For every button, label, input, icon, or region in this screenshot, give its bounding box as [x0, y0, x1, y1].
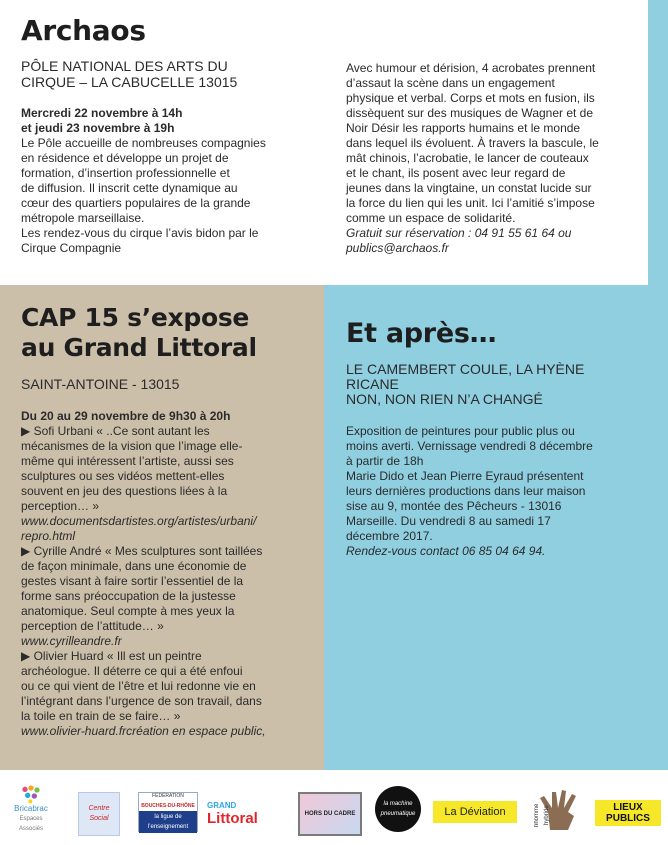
- logo-machine-label: la machine pneumatique: [380, 801, 416, 817]
- logo-ligue-enseignement: [138, 792, 198, 832]
- logo-la-deviation: [433, 801, 517, 823]
- cap15-text: de façon minimale, dans une économie de: [21, 559, 247, 573]
- logo-ligue-line1: FÉDÉRATION: [152, 793, 184, 799]
- archaos-right-text: la force du lien qui les unit. Ici l’amitié s’impose: [346, 196, 595, 210]
- archaos-subtitle-line2: CIRQUE – LA CABUCELLE 13015: [21, 74, 238, 90]
- logo-bricabrac: [8, 784, 54, 834]
- logo-ligue-line3: la ligue de l’enseignement: [139, 811, 197, 833]
- archaos-date-line2: et jeudi 23 novembre à 19h: [21, 121, 175, 135]
- cap15-text: mécanismes de la vision que l’image elle-: [21, 439, 243, 453]
- archaos-right-text: comme un espace de solidarité.: [346, 211, 516, 225]
- after-text: moins averti. Vernissage vendredi 8 décembre: [346, 439, 593, 453]
- archaos-right-text: mât chinois, l’acrobatie, le lancer de couteaux: [346, 151, 589, 165]
- logo-machine-pneumatique: [375, 786, 421, 832]
- logo-centre-social-label: Centre Social: [88, 805, 110, 822]
- archaos-reservation-line1: Gratuit sur réservation : 04 91 55 61 64 ou: [346, 226, 572, 240]
- archaos-left-text: métropole marseillaise.: [21, 211, 145, 225]
- archaos-right-text: dissèquent sur des musiques de Wagner et de: [346, 106, 594, 120]
- logo-homme-hybride: [530, 786, 588, 834]
- after-title: Et après…: [346, 318, 497, 349]
- archaos-left-text: Cirque Compagnie: [21, 241, 122, 255]
- archaos-reservation-email[interactable]: publics@archaos.fr: [346, 241, 449, 255]
- cap15-link-andre[interactable]: www.cyrilleandre.fr: [21, 634, 122, 648]
- top-right-color-strip: [648, 0, 668, 285]
- after-text: leurs dernières productions dans leur maison: [346, 484, 586, 498]
- archaos-subtitle-line1: PÔLE NATIONAL DES ARTS DU: [21, 58, 228, 74]
- archaos-right-text: et le chant, ils posent avec leur regard de: [346, 166, 566, 180]
- cap15-title: [21, 303, 321, 363]
- after-text: sise au 9, montée des Pêcheurs - 13016: [346, 499, 562, 513]
- after-body: [346, 424, 646, 559]
- logo-lieux-publics-line2: PUBLICS: [606, 813, 650, 824]
- archaos-left-text: en résidence et développe un projet de: [21, 151, 229, 165]
- cap15-link-urbani[interactable]: www.documentsdartistes.org/artistes/urbani/: [21, 514, 257, 528]
- after-text: décembre 2017.: [346, 529, 433, 543]
- archaos-left-text: formation, d’insertion professionnelle et: [21, 166, 230, 180]
- logo-centre-social: [78, 792, 120, 836]
- archaos-right-text: Noir Désir les rapports humains et le monde: [346, 121, 581, 135]
- archaos-left-text: Les rendez-vous du cirque l’avis bidon par le: [21, 226, 259, 240]
- cap15-text: perception… »: [21, 499, 100, 513]
- logo-ligue-line2: BOUCHES-DU-RHÔNE: [141, 803, 195, 809]
- cap15-body: [21, 409, 321, 739]
- cap15-text: ▶ Cyrille André « Mes sculptures sont taillées: [21, 544, 263, 558]
- after-text: Marseille. Du vendredi 8 au samedi 17: [346, 514, 551, 528]
- after-contact: Rendez-vous contact 06 85 04 64 94.: [346, 544, 546, 558]
- cap15-text: anatomique. Seul compte à mes yeux la: [21, 604, 235, 618]
- logo-lieux-publics-line1: LIEUX: [613, 802, 643, 813]
- after-text: Exposition de peintures pour public plus ou: [346, 424, 575, 438]
- cap15-text: ou ce qui vient de l’être et lui redonne vie en: [21, 679, 256, 693]
- logo-bricabrac-label: Bricabrac: [14, 804, 48, 813]
- archaos-right-text: jeunes dans la vingtaine, un constat lucide sur: [346, 181, 592, 195]
- cap15-subtitle: SAINT-ANTOINE - 13015: [21, 376, 180, 392]
- cap15-text: perception de l’attitude… »: [21, 619, 164, 633]
- logo-lieux-publics: [595, 800, 661, 826]
- cap15-text: souvent en jeu des questions liées à la: [21, 484, 228, 498]
- archaos-left-column: [21, 106, 306, 256]
- cap15-link-urbani-cont[interactable]: repro.html: [21, 529, 76, 543]
- after-subtitle-line3: NON, NON RIEN N’A CHANGÉ: [346, 391, 543, 407]
- logo-hors-du-cadre: [298, 792, 362, 836]
- cap15-text: ▶ Olivier Huard « Ill est un peintre: [21, 649, 202, 663]
- archaos-right-text: dans lequel ils évoluent. À travers la bascule, le: [346, 136, 599, 150]
- archaos-right-text: physique et verbal. Corps et mots en fusion, ils: [346, 91, 595, 105]
- logo-la-deviation-label: La Déviation: [444, 806, 506, 818]
- cap15-text: archéologue. Il déterre ce qui a été enfoui: [21, 664, 243, 678]
- archaos-date-line1: Mercredi 22 novembre à 14h: [21, 106, 183, 120]
- logo-bricabrac-sub: Espaces Associés: [18, 816, 43, 832]
- after-subtitle-line1: LE CAMEMBERT COULE, LA HYÈNE: [346, 361, 585, 377]
- logo-grand-littoral: [207, 800, 285, 828]
- logo-hors-du-cadre-label: HORS DU CADRE: [304, 811, 356, 817]
- bricabrac-dots-icon: [14, 784, 48, 804]
- after-text: Marie Dido et Jean Pierre Eyraud présentent: [346, 469, 584, 483]
- cap15-text: forme sans préoccupation de la justesse: [21, 589, 236, 603]
- archaos-right-text: d’assaut la scène dans un engagement: [346, 76, 555, 90]
- cap15-text: sculptures ou ses vidéos mettent-elles: [21, 469, 225, 483]
- archaos-title: Archaos: [21, 14, 146, 47]
- cap15-text: même qui intéressent l’artiste, aussi ses: [21, 454, 234, 468]
- cap15-text: la toile en train de se faire… »: [21, 709, 181, 723]
- cap15-link-huard[interactable]: www.olivier-huard.frcréation en espace public,: [21, 724, 266, 738]
- cap15-dates: Du 20 au 29 novembre de 9h30 à 20h: [21, 409, 231, 423]
- archaos-right-column: [346, 61, 631, 256]
- archaos-left-text: cœur des quartiers populaires de la grande: [21, 196, 251, 210]
- logo-grand-littoral-line1: GRAND: [207, 801, 237, 810]
- after-subtitle-line2: RICANE: [346, 376, 399, 392]
- archaos-left-text: Le Pôle accueille de nombreuses compagnies: [21, 136, 266, 150]
- logo-homme-hybride-label: hhomme hybride: [534, 803, 550, 827]
- archaos-left-text: de diffusion. Il inscrit cette dynamique au: [21, 181, 238, 195]
- archaos-right-text: Avec humour et dérision, 4 acrobates prennent: [346, 61, 596, 75]
- cap15-text: l’intégrant dans l’urgence de son travail, dans: [21, 694, 262, 708]
- logo-grand-littoral-line2: Littoral: [207, 810, 258, 827]
- cap15-title-line1: CAP 15 s’expose: [21, 303, 250, 332]
- after-text: à partir de 18h: [346, 454, 424, 468]
- cap15-title-line2: au Grand Littoral: [21, 333, 257, 362]
- cap15-text: ▶ Sofi Urbani « ..Ce sont autant les: [21, 424, 210, 438]
- cap15-text: gestes visant à faire sortir l’essentiel de la: [21, 574, 244, 588]
